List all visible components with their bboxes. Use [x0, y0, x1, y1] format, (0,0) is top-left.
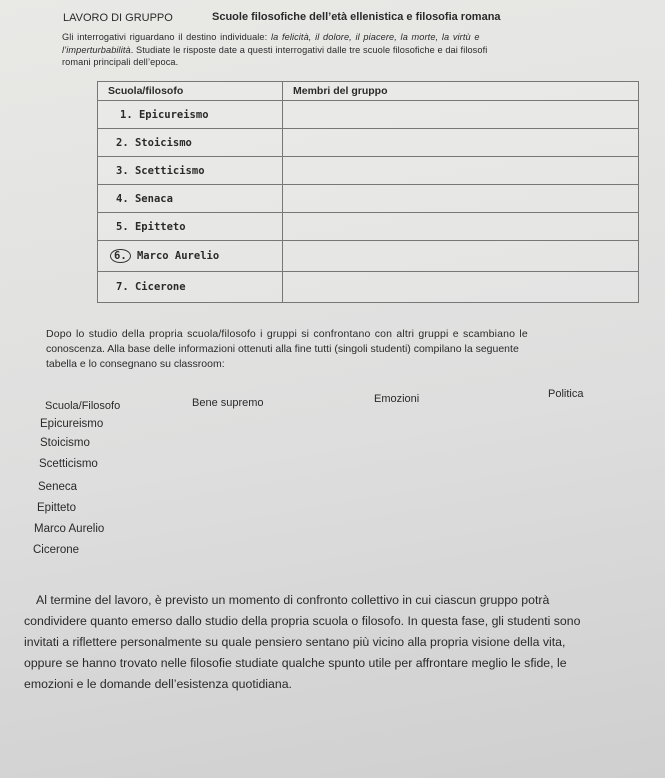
group-assignment-table — [97, 81, 639, 303]
table-row — [98, 213, 639, 241]
members-cell[interactable] — [283, 101, 639, 129]
members-cell[interactable] — [283, 241, 639, 272]
list-item: Cicerone — [33, 544, 80, 556]
summary-column-header: Emozioni — [374, 393, 420, 405]
table-row — [98, 157, 639, 185]
column-header: Membri del gruppo — [283, 82, 639, 101]
circled-number-mark: 6. — [110, 249, 131, 263]
members-cell[interactable] — [283, 272, 639, 303]
closing-text: condividere quanto emerso dallo studio della propria scuola o filosofo. In questa fase, gli studenti sono — [24, 614, 581, 628]
intro-italic-text: l’imperturbabilità — [62, 44, 131, 55]
summary-column-header: Politica — [548, 388, 584, 400]
list-item: Epicureismo — [40, 418, 104, 430]
column-header: Scuola/filosofo — [98, 82, 283, 101]
group-work-label: LAVORO DI GRUPPO — [63, 12, 173, 24]
school-cell: 3. Scetticismo — [98, 157, 283, 185]
list-item: Epitteto — [37, 502, 76, 514]
instructions-text: conoscenza. Alla base delle informazioni ottenuti alla fine tutti (singoli studenti) compilano la seguente — [46, 343, 519, 355]
school-cell: 2. Stoicismo — [98, 129, 283, 157]
closing-text: Al termine del lavoro, è previsto un momento di confronto collettivo in cui ciascun gruppo potrà — [36, 593, 550, 607]
instructions-text: tabella e lo consegnano su classroom: — [46, 358, 225, 370]
instructions-text: Dopo lo studio della propria scuola/filosofo i gruppi si confrontano con altri gruppi e scambiano le — [46, 328, 528, 340]
closing-text: oppure se hanno trovato nelle filosofie studiate qualche spunto utile per affrontare meglio le sfide, le — [24, 656, 567, 670]
intro-text: Gli interrogativi riguardano il destino individuale: — [62, 32, 271, 42]
closing-text: emozioni e le domande dell’esistenza quotidiana. — [24, 677, 292, 691]
members-cell[interactable] — [283, 129, 639, 157]
closing-text: invitati a riflettere personalmente su quale pensiero sentano più vicino alla propria visione della vita, — [24, 635, 566, 649]
members-cell[interactable] — [283, 213, 639, 241]
list-item: Seneca — [38, 481, 78, 493]
school-cell: 7. Cicerone — [98, 272, 283, 303]
table-row — [98, 129, 639, 157]
school-cell: 6. Marco Aurelio — [98, 241, 283, 272]
table-row — [98, 101, 639, 129]
school-cell: 5. Epitteto — [98, 213, 283, 241]
intro-italic-text: la felicità, il dolore, il piacere, la morte, la virtù e — [270, 32, 480, 42]
summary-column-header: Bene supremo — [192, 397, 264, 409]
closing-paragraph — [24, 590, 654, 695]
list-item: Marco Aurelio — [34, 523, 105, 535]
table-row — [98, 185, 639, 213]
intro-paragraph — [62, 31, 627, 69]
page-title: Scuole filosofiche dell’età ellenistica e filosofia romana — [212, 11, 501, 23]
intro-text: romani principali dell’epoca. — [62, 57, 179, 67]
list-item: Stoicismo — [40, 437, 90, 449]
instructions-paragraph — [46, 326, 646, 373]
members-cell[interactable] — [283, 185, 639, 213]
list-item: Scetticismo — [39, 458, 98, 470]
table-header-row — [98, 82, 639, 101]
intro-text: . Studiate le risposte date a questi interrogativi dalle tre scuole filosofiche e dai filosofi — [130, 44, 488, 55]
table-row — [98, 241, 639, 272]
members-cell[interactable] — [283, 157, 639, 185]
school-cell: 4. Senaca — [98, 185, 283, 213]
table-row — [98, 272, 639, 303]
school-cell: 1. Epicureismo — [98, 101, 283, 129]
summary-column-header: Scuola/Filosofo — [45, 400, 121, 412]
